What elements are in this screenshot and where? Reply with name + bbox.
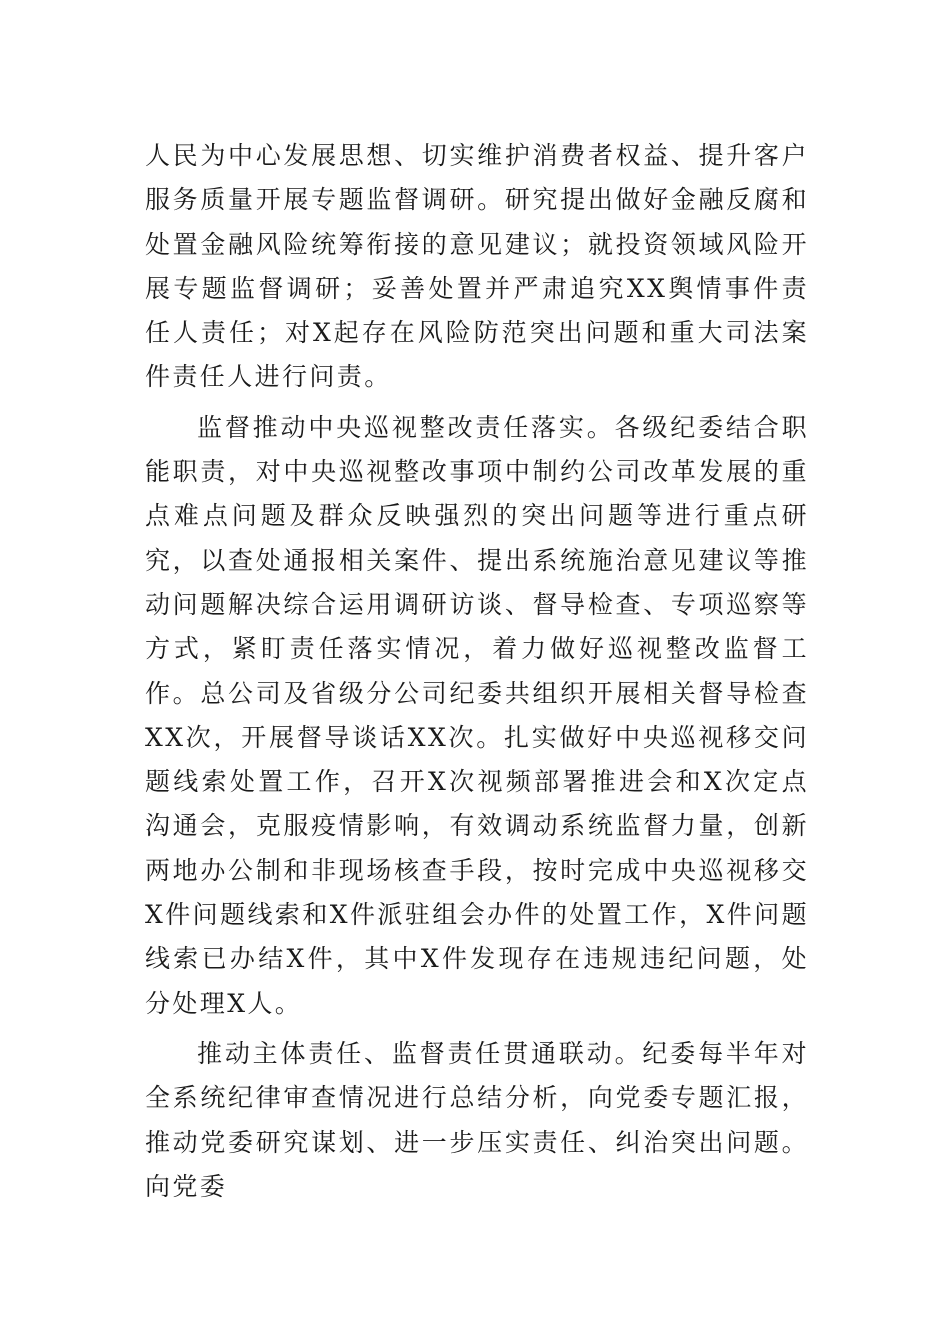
document-page [145,134,809,1209]
paragraph-1: 人民为中心发展思想、切实维护消费者权益、提升客户服务质量开展专题监督调研。研究提出做好金融反腐和处置金融风险统筹衔接的意见建议；就投资领域风险开展专题监督调研；妥善处置并严肃追究XX舆情事件责任人责任；对X起存在风险防范突出问题和重大司法案件责任人进行问责。 [145,141,809,392]
paragraph-2: 监督推动中央巡视整改责任落实。各级纪委结合职能职责，对中央巡视整改事项中制约公司改革发展的重点难点问题及群众反映强烈的突出问题等进行重点研究，以查处通报相关案件、提出系统施治意见建议等推动问题解决综合运用调研访谈、督导检查、专项巡察等方式，紧盯责任落实情况，着力做好巡视整改监督工作。总公司及省级分公司纪委共组织开展相关督导检查XX次，开展督导谈话XX次。扎实做好中央巡视移交问题线索处置工作，召开X次视频部署推进会和X次定点沟通会，克服疫情影响，有效调动系统监督力量，创新两地办公制和非现场核查手段，按时完成中央巡视移交X件问题线索和X件派驻组会办件的处置工作，X件问题线索已办结X件，其中X件发现存在违规违纪问题，处分处理X人。 [145,412,809,1018]
paragraph-3: 推动主体责任、监督责任贯通联动。纪委每半年对全系统纪律审查情况进行总结分析，向党委专题汇报，推动党委研究谋划、进一步压实责任、纠治突出问题。向党委 [145,1038,809,1201]
